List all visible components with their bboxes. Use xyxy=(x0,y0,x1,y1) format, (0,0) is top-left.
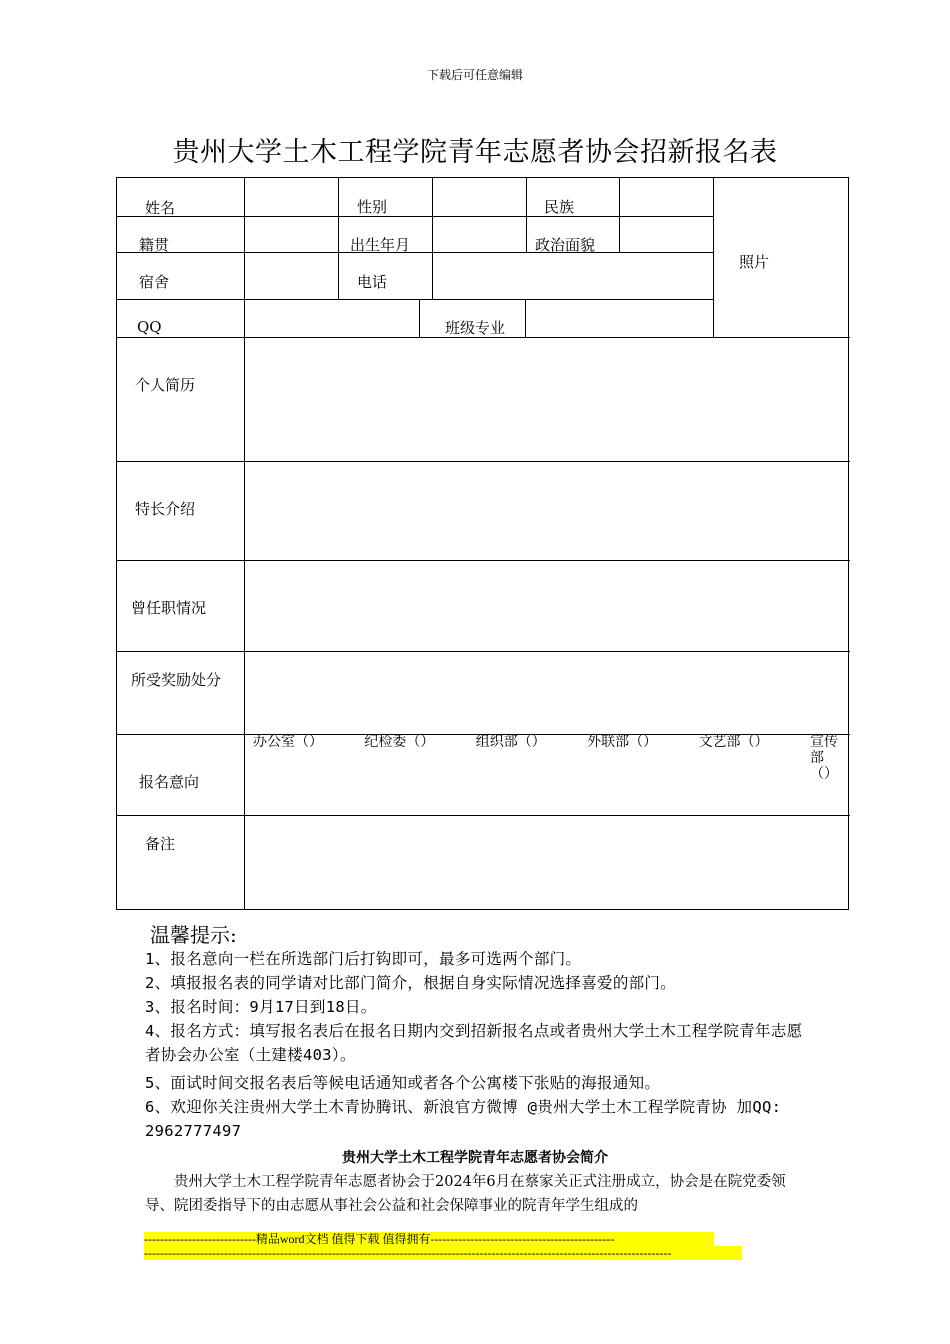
tip-item: 5、面试时间交报名表后等候电话通知或者各个公寓楼下张贴的海报通知。 xyxy=(145,1074,661,1092)
column-divider xyxy=(419,299,420,337)
row-divider xyxy=(117,815,850,816)
column-divider xyxy=(432,252,433,299)
row-divider xyxy=(117,560,850,561)
political-status-label: 政治面貌 xyxy=(535,236,596,254)
column-divider xyxy=(526,178,527,252)
intention-options xyxy=(253,734,838,782)
tip-item: 2、填报报名表的同学请对比部门简介，根据自身实际情况选择喜爱的部门。 xyxy=(145,974,677,992)
header-note: 下载后可任意编辑 xyxy=(426,68,523,82)
class-major-label: 班级专业 xyxy=(445,319,506,337)
intro-body: 贵州大学土木工程学院青年志愿者协会于2024年6月在蔡家关正式注册成立，协会是在院党委领导、院团委指导下的由志愿从事社会公益和社会保障事业的院青年学生组成的 xyxy=(145,1174,786,1214)
form-title: 贵州大学土木工程学院青年志愿者协会招新报名表 xyxy=(172,137,778,168)
column-divider xyxy=(338,178,339,299)
label-column-divider xyxy=(244,178,245,909)
specialty-label: 特长介绍 xyxy=(135,500,196,518)
column-divider xyxy=(619,178,620,252)
awards-label: 所受奖励处分 xyxy=(131,671,222,689)
download-banner-line: ----------------------------精品word文档 值得下载 值得拥有---------------------------------------------- xyxy=(144,1232,714,1246)
photo-column-divider xyxy=(713,178,714,337)
tip-item: 6、欢迎你关注贵州大学土木青协腾讯、新浪官方微博 @贵州大学土木工程学院青协 加QQ: 2962777497 xyxy=(145,1098,782,1140)
option-external-relations[interactable]: 外联部（） xyxy=(587,734,658,750)
row-divider xyxy=(117,252,713,253)
row-divider xyxy=(245,216,713,217)
option-publicity[interactable]: 宣传部（） xyxy=(809,734,838,782)
resume-label: 个人简历 xyxy=(135,376,196,394)
row-divider xyxy=(117,216,245,217)
option-organization[interactable]: 组织部（） xyxy=(475,734,546,750)
positions-label: 曾任职情况 xyxy=(131,599,207,617)
option-office[interactable]: 办公室（） xyxy=(253,734,323,750)
row-divider xyxy=(117,461,850,462)
option-discipline[interactable]: 纪检委（） xyxy=(364,734,435,750)
column-divider xyxy=(525,299,526,337)
ethnicity-label: 民族 xyxy=(544,198,575,216)
birth-date-label: 出生年月 xyxy=(350,236,411,254)
download-banner-line: ------------------------------------------------------------------------------------------------------------------------------------ xyxy=(144,1246,742,1260)
row-divider xyxy=(117,651,850,652)
photo-label: 照片 xyxy=(739,253,770,271)
remarks-label: 备注 xyxy=(145,835,176,853)
tips-heading: 温馨提示: xyxy=(150,923,237,947)
gender-label: 性别 xyxy=(357,198,388,216)
phone-label: 电话 xyxy=(357,273,388,291)
option-arts[interactable]: 文艺部（） xyxy=(698,734,769,750)
registration-form-table xyxy=(116,177,849,910)
intention-label: 报名意向 xyxy=(139,773,200,791)
tip-item: 4、报名方式：填写报名表后在报名日期内交到招新报名点或者贵州大学土木工程学院青年志愿者协会办公室（土建楼403）。 xyxy=(145,1022,803,1064)
tip-item: 1、报名意向一栏在所选部门后打钩即可，最多可选两个部门。 xyxy=(145,950,582,968)
dorm-label: 宿舍 xyxy=(139,273,170,291)
column-divider xyxy=(432,178,433,252)
intro-title: 贵州大学土木工程学院青年志愿者协会简介 xyxy=(342,1150,608,1166)
qq-label: QQ xyxy=(137,318,162,336)
name-label: 姓名 xyxy=(145,199,176,217)
row-divider xyxy=(117,299,713,300)
tip-item: 3、报名时间：9月17日到18日。 xyxy=(145,998,377,1016)
hometown-label: 籍贯 xyxy=(139,236,170,254)
